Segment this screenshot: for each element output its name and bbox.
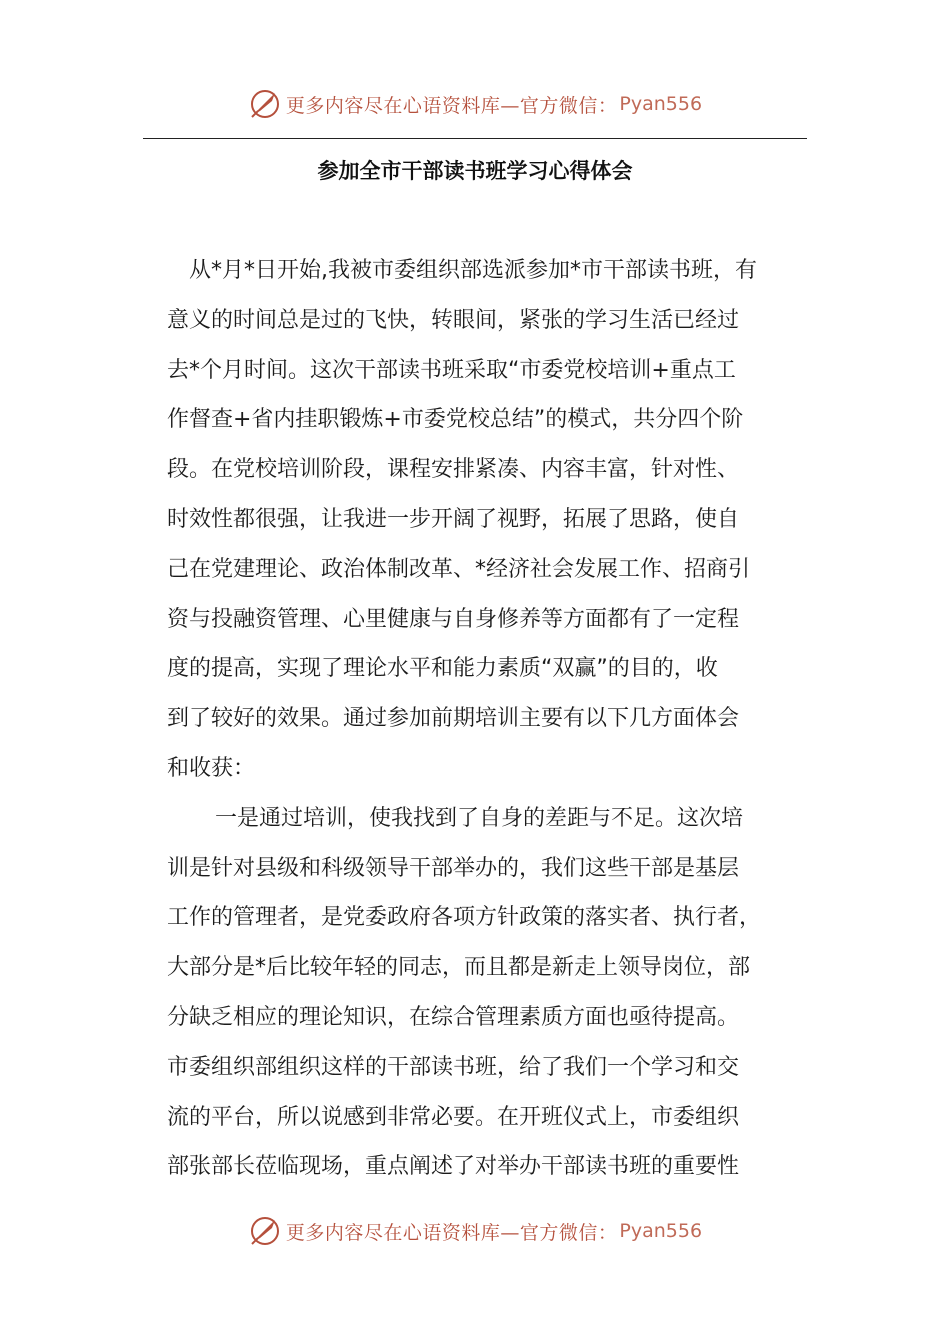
watermark-wechat-id: Pyan556 <box>619 1220 703 1242</box>
paragraph-line: 训是针对县级和科级领导干部举办的，我们这些干部是基层 <box>167 855 740 881</box>
quill-pen-logo-icon <box>248 1214 282 1248</box>
paragraph-line: 己在党建理论、政治体制改革、*经济社会发展工作、招商引 <box>167 556 751 582</box>
paragraph-line: 到了较好的效果。通过参加前期培训主要有以下几方面体会 <box>167 706 740 732</box>
document-title: 参加全市干部读书班学习心得体会 <box>317 159 633 183</box>
paragraph-line: 意义的时间总是过的飞快，转眼间，紧张的学习生活已经过 <box>167 307 740 333</box>
footer-watermark-banner <box>0 1211 950 1251</box>
paragraph-line: 作督查+省内挂职锻炼+市委党校总结”的模式，共分四个阶 <box>167 407 744 433</box>
header-watermark-banner <box>0 84 950 124</box>
paragraph-line: 资与投融资管理、心里健康与自身修养等方面都有了一定程 <box>167 606 740 632</box>
watermark-text: 更多内容尽在心语资料库—官方微信： <box>285 94 618 117</box>
paragraph-line: 部张部长莅临现场，重点阐述了对举办干部读书班的重要性 <box>167 1154 740 1180</box>
paragraph-line: 市委组织部组织这样的干部读书班，给了我们一个学习和交 <box>167 1054 740 1080</box>
paragraph-line: 和收获： <box>167 755 256 781</box>
header-divider <box>143 138 807 139</box>
paragraph-line: 段。在党校培训阶段，课程安排紧凑、内容丰富，针对性、 <box>167 457 740 483</box>
paragraph-line: 去*个月时间。这次干部读书班采取“市委党校培训+重点工 <box>167 357 736 383</box>
paragraph-line: 一是通过培训，使我找到了自身的差距与不足。这次培 <box>215 805 744 831</box>
quill-pen-logo-icon <box>248 87 282 121</box>
watermark-text: 更多内容尽在心语资料库—官方微信： <box>285 1221 618 1244</box>
paragraph-line: 工作的管理者，是党委政府各项方针政策的落实者、执行者， <box>167 905 762 931</box>
paragraph-line: 度的提高，实现了理论水平和能力素质“双赢”的目的，收 <box>167 656 718 682</box>
paragraph-line: 分缺乏相应的理论知识，在综合管理素质方面也亟待提高。 <box>167 1004 740 1030</box>
document-body <box>167 246 827 1192</box>
watermark-wechat-id: Pyan556 <box>619 93 703 115</box>
paragraph-line: 大部分是*后比较年轻的同志，而且都是新走上领导岗位，部 <box>167 955 751 981</box>
paragraph-line: 从*月*日开始,我被市委组织部选派参加*市干部读书班，有 <box>189 258 757 283</box>
paragraph-line: 时效性都很强，让我进一步开阔了视野，拓展了思路，使自 <box>167 506 740 532</box>
paragraph-line: 流的平台，所以说感到非常必要。在开班仪式上，市委组织 <box>167 1104 740 1130</box>
